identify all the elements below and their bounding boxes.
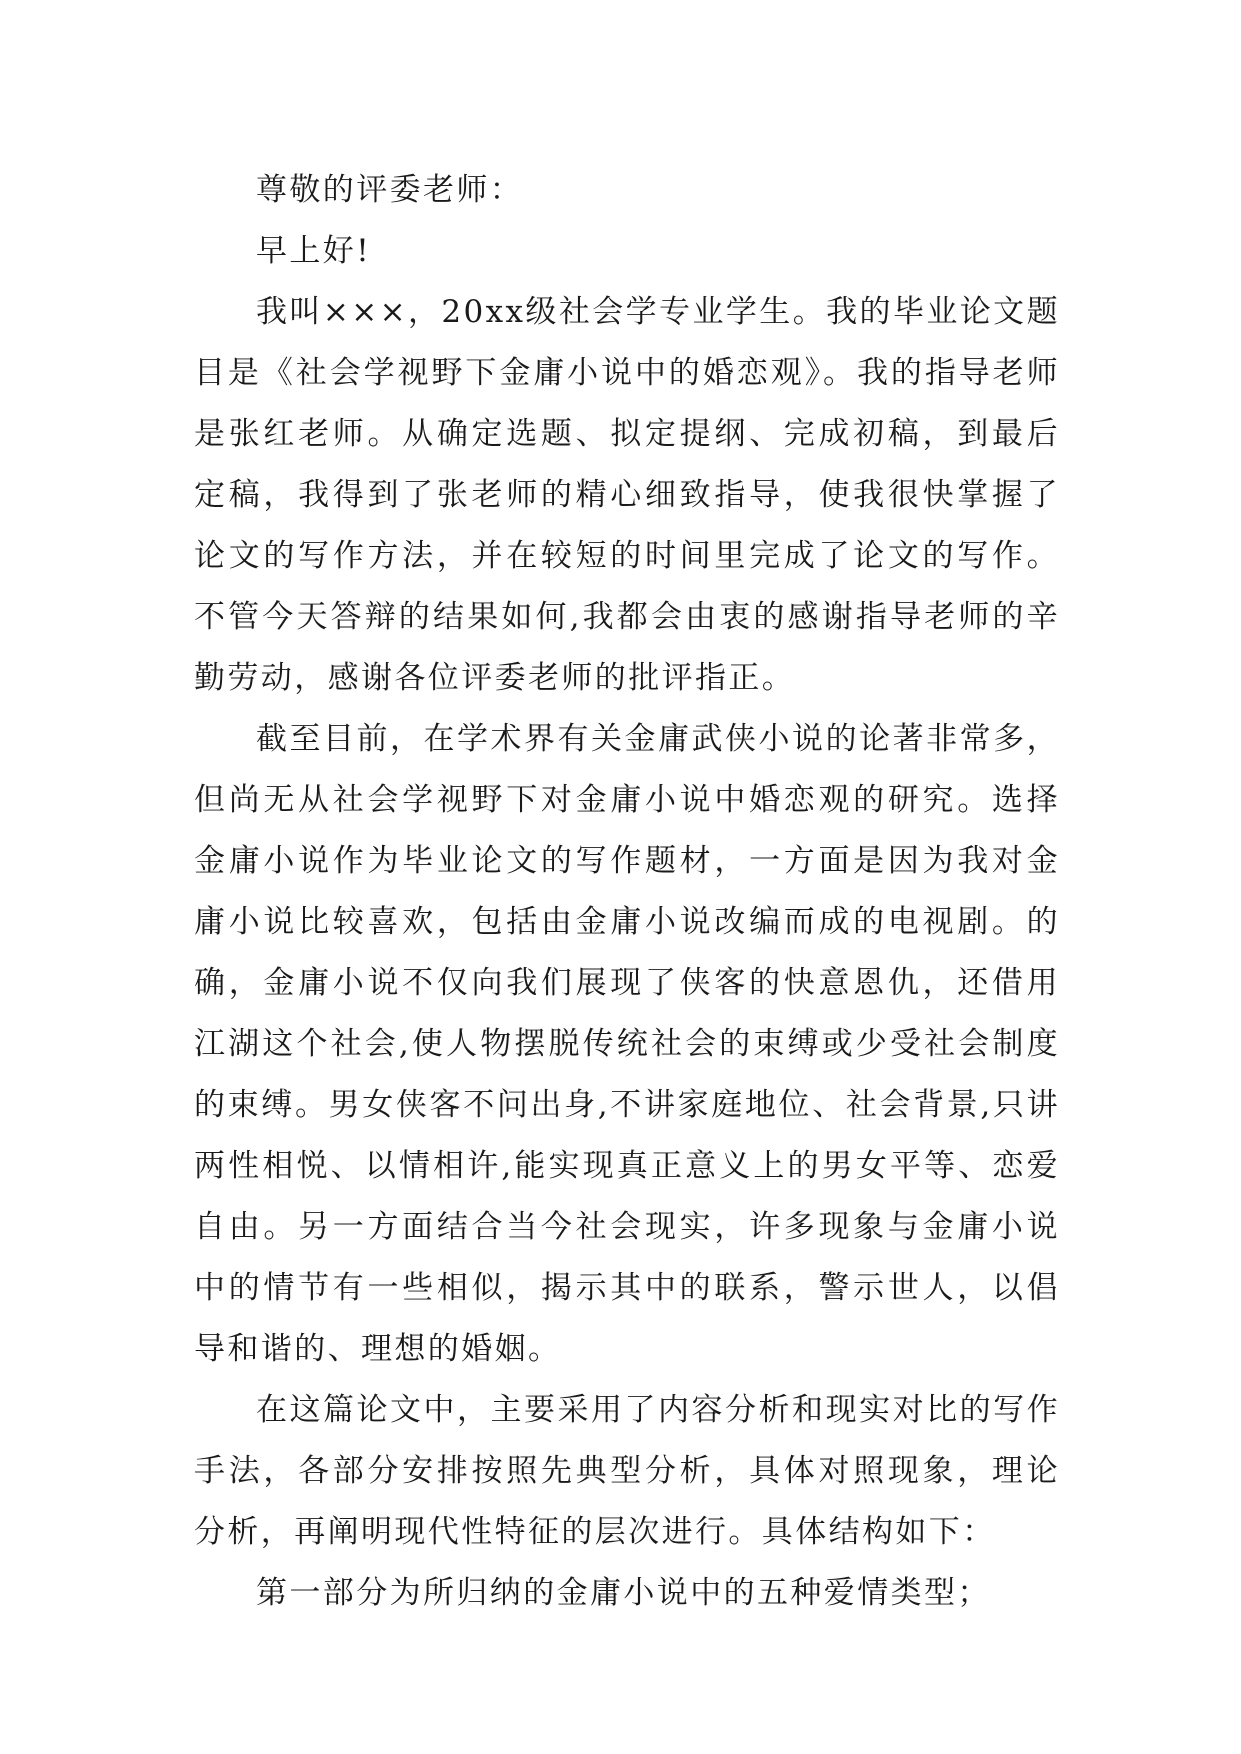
salutation: 尊敬的评委老师： xyxy=(256,172,524,208)
paragraph-part-one: 第一部分为所归纳的金庸小说中的五种爱情类型； xyxy=(256,1575,991,1611)
greeting: 早上好! xyxy=(256,233,372,269)
paragraph-motivation: 截至目前，在学术界有关金庸武侠小说的论著非常多，但尚无从社会学视野下对金庸小说中婚恋观的研究。选择金庸小说作为毕业论文的写作题材，一方面是因为我对金庸小说比较喜欢，包括由金庸小说改编而成的电视剧。的确，金庸小说不仅向我们展现了侠客的快意恩仇，还借用江湖这个社会,使人物摆脱传统社会的束缚或少受社会制度的束缚。男女侠客不问出身,不讲家庭地位、社会背景,只讲两性相悦、以情相许,能实现真正意义上的男女平等、恋爱自由。另一方面结合当今社会现实，许多现象与金庸小说中的情节有一些相似，揭示其中的联系，警示世人，以倡导和谐的、理想的婚姻。 xyxy=(194,721,1060,1367)
paragraph-introduction: 我叫×××，20xx级社会学专业学生。我的毕业论文题目是《社会学视野下金庸小说中的婚恋观》。我的指导老师是张红老师。从确定选题、拟定提纲、完成初稿，到最后定稿，我得到了张老师的精心细致指导，使我很快掌握了论文的写作方法，并在较短的时间里完成了论文的写作。不管今天答辩的结果如何,我都会由衷的感谢指导老师的辛勤劳动，感谢各位评委老师的批评指正。 xyxy=(194,294,1060,696)
paragraph-method: 在这篇论文中，主要采用了内容分析和现实对比的写作手法，各部分安排按照先典型分析，具体对照现象，理论分析，再阐明现代性特征的层次进行。具体结构如下： xyxy=(194,1392,1060,1550)
document-body xyxy=(194,160,1060,1624)
